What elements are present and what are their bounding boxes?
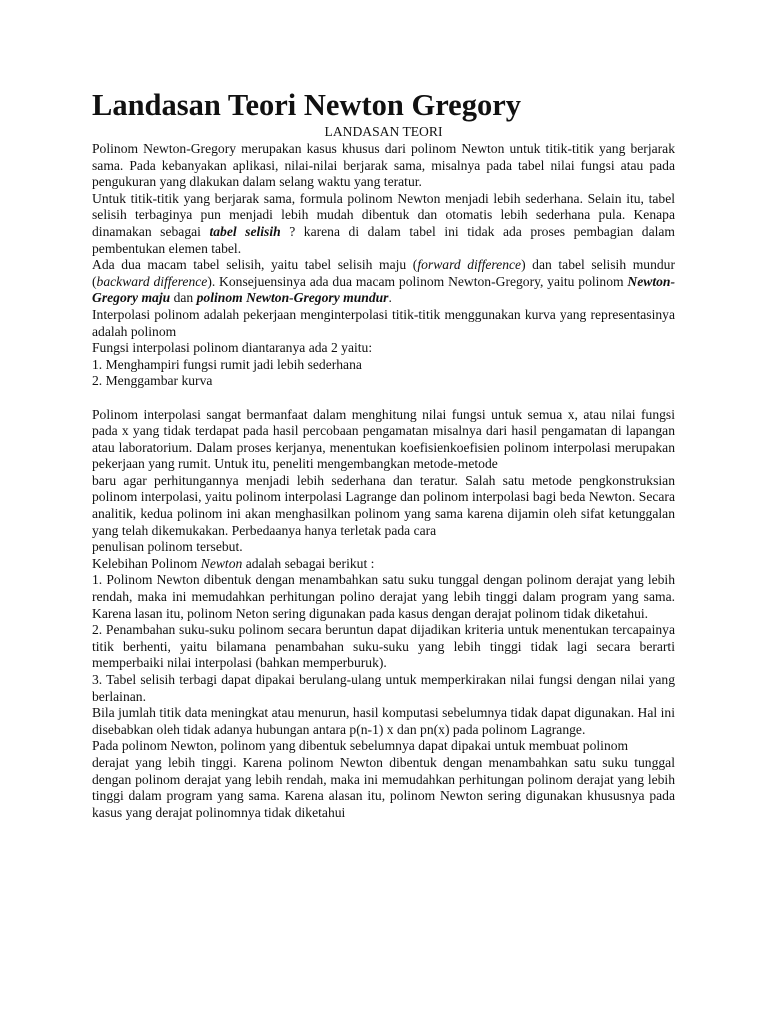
text-run: derajat yang lebih tinggi. Karena polinom Newton dibentuk dengan menambahkan satu suku tunggal dengan polinom derajat yang lebih rendah, maka ini memudahkan perhitungan polinom derajat yang lebih tinggi dalam program yang sama. Karena alasan itu, polinom Newton sering digunakan khususnya pada kasus yang derajat polinomnya tidak diketahui: [92, 754, 675, 820]
text-run: 3. Tabel selisih terbagi dapat dipakai berulang-ulang untuk memperkirakan nilai fungsi dengan nilai yang berlainan.: [92, 672, 675, 704]
text-run: 2. Penambahan suku-suku polinom secara beruntun dapat dijadikan kriteria untuk menentukan tercapainya titik berhenti, yaitu bilamana penambahan suku-suku yang lebih tinggi tidak lagi secara berarti memperbaiki nilai interpolasi (bahkan memperburuk).: [92, 622, 675, 671]
text-run: ). Konsejuensinya ada dua macam polinom Newton-Gregory, yaitu polinom: [207, 273, 628, 289]
text-run: Pada polinom Newton, polinom yang dibentuk sebelumnya dapat dipakai untuk membuat polinom: [92, 738, 629, 754]
emphasized-text: Newton: [200, 555, 243, 571]
emphasized-text: forward difference: [417, 257, 522, 273]
emphasized-text: polinom Newton-Gregory mundur: [196, 290, 389, 306]
text-run: 1. Menghampiri fungsi rumit jadi lebih sederhana: [92, 356, 362, 372]
text-run: ) dan tabel selisih mundur (: [92, 257, 675, 289]
paragraph: [92, 141, 675, 191]
paragraph: [92, 407, 675, 473]
text-run: ? karena di dalam tabel ini tidak ada proses pembagian dalam pembentukan elemen tabel.: [92, 223, 675, 256]
paragraph: [92, 539, 675, 556]
text-run: Fungsi interpolasi polinom diantaranya ada 2 yaitu:: [92, 340, 373, 356]
text-run: dan: [170, 290, 197, 306]
paragraph: [92, 705, 675, 738]
paragraph: [92, 257, 675, 307]
paragraph: [92, 357, 675, 374]
paragraph: [92, 672, 675, 705]
text-run: Polinom Newton-Gregory merupakan kasus khusus dari polinom Newton untuk titik-titik yang berjarak sama. Pada kebanyakan aplikasi, nilai-nilai berjarak sama, misalnya pada tabel nilai fungsi atau pada pengukuran yang dlakukan dalam selang waktu yang teratur.: [92, 141, 675, 190]
text-run: 2. Menggambar kurva: [92, 373, 213, 389]
document-title: Landasan Teori Newton Gregory: [92, 88, 522, 122]
document-body: [92, 141, 675, 821]
paragraph: [92, 473, 675, 539]
paragraph: [92, 622, 675, 672]
section-heading: LANDASAN TEORI: [324, 124, 443, 139]
text-run: Kelebihan Polinom: [92, 555, 201, 571]
emphasized-text: backward difference: [96, 273, 208, 289]
text-run: Ada dua macam tabel selisih, yaitu tabel selisih maju (: [92, 257, 418, 273]
text-run: adalah sebagai berikut :: [242, 555, 375, 571]
paragraph: [92, 373, 675, 390]
text-run: Bila jumlah titik data meningkat atau menurun, hasil komputasi sebelumnya tidak dapat digunakan. Hal ini disebabkan oleh tidak adanya hubungan antara p(n-1) x dan pn(x) pada polinom Lagrange.: [92, 705, 675, 737]
paragraph: [92, 738, 675, 755]
text-run: .: [388, 290, 392, 306]
paragraph: [92, 307, 675, 340]
text-run: 1. Polinom Newton dibentuk dengan menambahkan satu suku tunggal dengan polinom derajat yang lebih rendah, maka ini memudahkan perhitungan polino derajat yang lebih tinggi dalam program yang sama. Karena lasan itu, polinom Neton sering digunakan pada kasus dengan derajat polinom tidak diketahui.: [92, 572, 675, 621]
document-page: [92, 88, 675, 821]
text-run: penulisan polinom tersebut.: [92, 539, 243, 555]
paragraph: [92, 340, 675, 357]
text-run: Polinom interpolasi sangat bermanfaat dalam menghitung nilai fungsi untuk semua x, atau nilai fungsi pada x yang tidak terdapat pada hasil percobaan pengamatan misalnya dari hasil pengamatan di lapangan atau laboratorium. Dalam proses kerjanya, menentukan koefisienkoefisien polinom interpolasi merupakan pekerjaan yang rumit. Untuk itu, peneliti mengembangkan metode-metode: [92, 406, 675, 472]
text-run: baru agar perhitungannya menjadi lebih sederhana dan teratur. Salah satu metode pengkonstruksian polinom interpolasi, yaitu polinom interpolasi Lagrange dan polinom interpolasi bagi beda Newton. Secara analitik, kedua polinom ini akan menghasilkan polinom yang sama karena dijamin oleh sifat ketunggalan yang telah dikemukakan. Perbedaanya hanya terletak pada cara: [92, 472, 675, 538]
blank-line: [92, 390, 675, 407]
paragraph: [92, 556, 675, 573]
text-run: Untuk titik-titik yang berjarak sama, formula polinom Newton menjadi lebih sederhana. Selain itu, tabel selisih terbaginya pun menjadi lebih mudah dibentuk dan otomatis lebih sederhana pula. Kenapa dinamakan sebagai: [92, 190, 675, 239]
paragraph: [92, 755, 675, 821]
paragraph: [92, 572, 675, 622]
text-run: Interpolasi polinom adalah pekerjaan menginterpolasi titik-titik menggunakan kurva yang representasinya adalah polinom: [92, 306, 675, 339]
emphasized-text: Newton-Gregory maju: [92, 273, 675, 306]
emphasized-text: tabel selisih: [209, 223, 281, 239]
paragraph: [92, 191, 675, 257]
